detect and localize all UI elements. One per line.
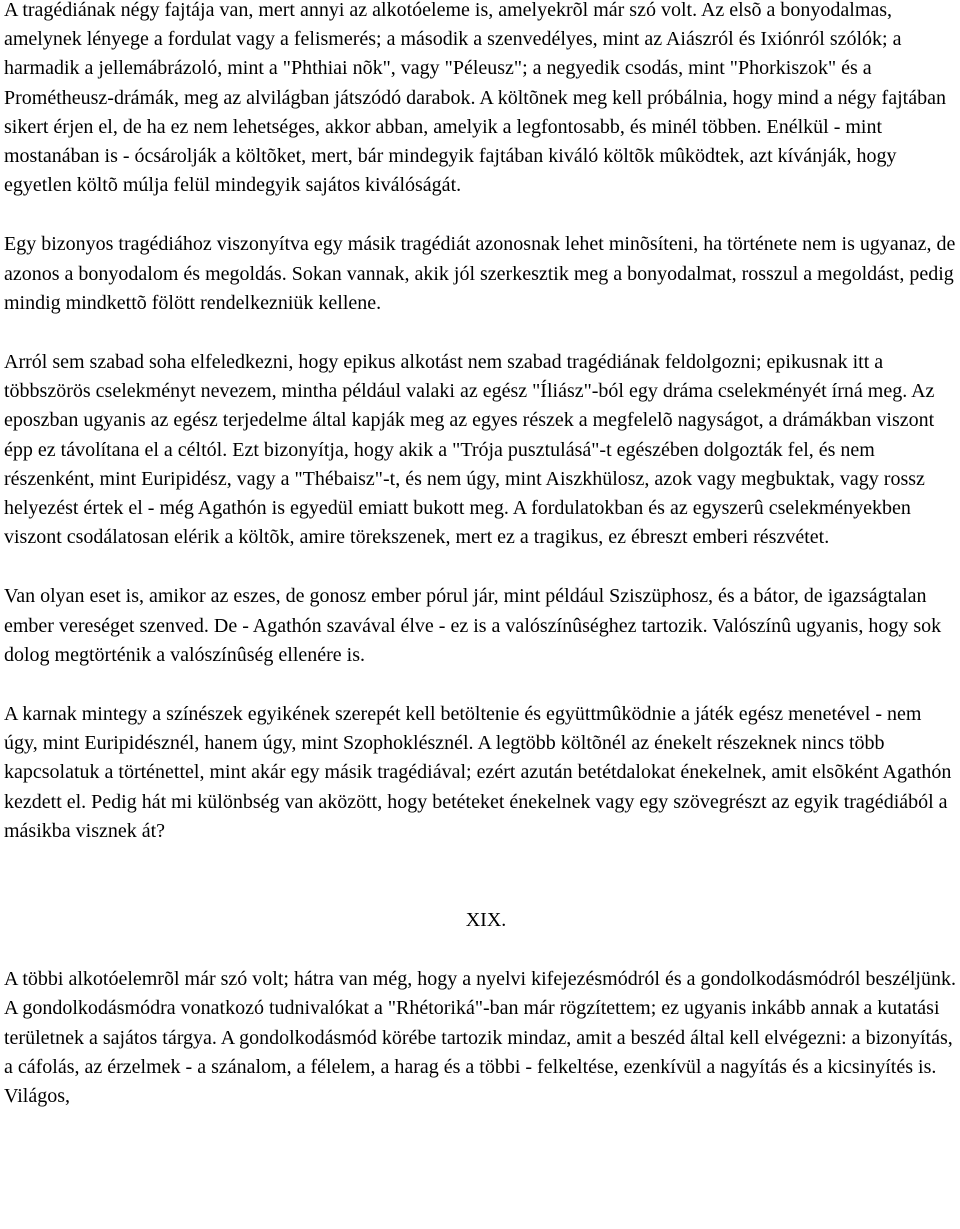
paragraph-2: Egy bizonyos tragédiához viszonyítva egy másik tragédiát azonosnak lehet minõsíteni, ha története nem is ugyanaz, de azonos a bonyodalom és megoldás. Sokan vannak, akik jól szerkesztik meg a bonyodalmat, rosszul a megoldást, pedig mindig mindkettõ fölött rendelkezniük kellene. bbox=[4, 233, 956, 314]
paragraph-5: A karnak mintegy a színészek egyikének szerepét kell betöltenie és együttmûködnie a játék egész menetével - nem úgy, mint Euripidésznél, hanem úgy, mint Szophoklésznél. A legtöbb költõnél az énekelt részeknek nincs több kapcsolatuk a történettel, mint akár egy másik tragédiával; ezért azután betétdalokat énekelnek, amit elsõként Agathón kezdett el. Pedig hát mi különbség van aközött, hogy betéteket énekelnek vagy egy szövegrészt az egyik tragédiából a másikba visznek át? bbox=[4, 703, 952, 842]
paragraph-4: Van olyan eset is, amikor az eszes, de gonosz ember pórul jár, mint például Sziszüphosz, és a bátor, de igazságtalan ember vereséget szenved. De - Agathón szavával élve - ez is a valószínûséghez tartozik. Valószínû ugyanis, hogy sok dolog megtörténik a valószínûség ellenére is. bbox=[4, 585, 942, 666]
paragraph-6: A többi alkotóelemrõl már szó volt; hátra van még, hogy a nyelvi kifejezésmódról és a gondolkodásmódról beszéljünk. A gondolkodásmódra vonatkozó tudnivalókat a "Rhétoriká"-ban már rögzítettem; ez ugyanis inkább annak a kutatási területnek a sajátos tárgya. A gondolkodásmód körébe tartozik mindaz, amit a beszéd által kell elvégezni: a bizonyítás, a cáfolás, az érzelmek - a szánalom, a félelem, a harag és a többi - felkeltése, ezenkívül a nagyítás és a kicsinyítés is. Világos, bbox=[4, 968, 956, 1108]
paragraph-3: Arról sem szabad soha elfeledkezni, hogy epikus alkotást nem szabad tragédiának feldolgozni; epikusnak itt a többszörös cselekményt nevezem, mintha például valaki az egész "Íliász"-ból egy dráma cselekményét írná meg. Az eposzban ugyanis az egész terjedelme által kapják meg az egyes részek a megfelelõ nagyságot, a drámákban viszont épp ez távolítana el a céltól. Ezt bizonyítja, hogy akik a "Trója pusztulásá"-t egészében dolgozták fel, és nem részenként, mint Euripidész, vagy a "Thébaisz"-t, és nem úgy, mint Aiszkhülosz, azok vagy megbuktak, vagy rossz helyezést értek el - még Agathón is egyedül emiatt bukott meg. A fordulatokban és az egyszerû cselekményekben viszont csodálatosan elérik a költõk, amire törekszenek, mert ez a tragikus, ez ébreszt emberi részvétet. bbox=[4, 351, 935, 549]
chapter-heading: XIX. bbox=[465, 909, 507, 932]
paragraph-1: A tragédiának négy fajtája van, mert annyi az alkotóeleme is, amelyekrõl már szó volt. Az elsõ a bonyodalmas, amelynek lényege a fordulat vagy a felismerés; a második a szenvedélyes, mint az Aiászról és Ixiónról szólók; a harmadik a jellemábrázoló, mint a "Phthiai nõk", vagy "Péleusz"; a negyedik csodás, mint "Phorkiszok" és a Prométheusz-drámák, meg az alvilágban játszódó darabok. A költõnek meg kell próbálnia, hogy mind a négy fajtában sikert érjen el, de ha ez nem lehetséges, akkor abban, amelyik a legfontosabb, és minél többen. Enélkül - mint mostanában is - ócsárolják a költõket, mert, bár mindegyik fajtában kiváló költõk mûködtek, azt kívánják, hogy egyetlen költõ múlja felül mindegyik sajátos kiválóságát. bbox=[4, 0, 946, 197]
document-page bbox=[4, 0, 960, 1111]
